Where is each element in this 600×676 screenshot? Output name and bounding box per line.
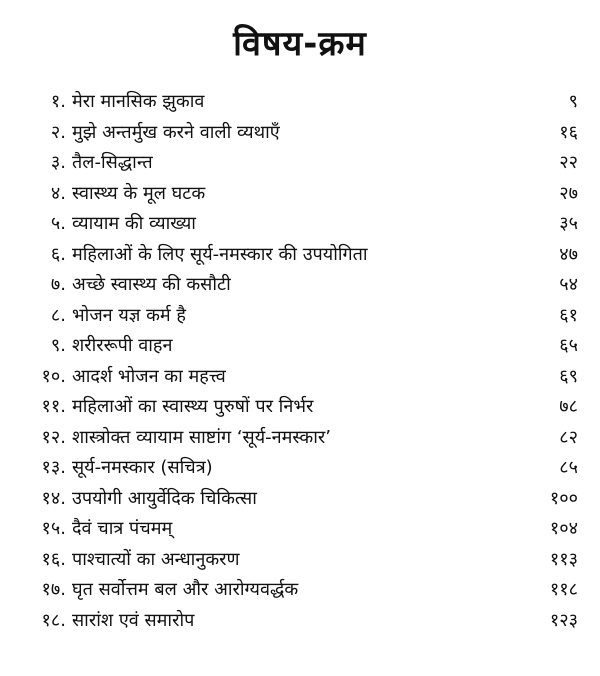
entry-title: उपयोगी आयुर्वेदिक चिकित्सा [72,487,257,509]
entry-number: ११. [41,396,66,417]
toc-entry [14,301,578,332]
entry-page-number: ६१ [559,304,578,326]
entry-number: २. [50,121,66,143]
entry-number: १५. [41,518,66,539]
entry-title: स्वास्थ्य के मूल घटक [72,182,206,204]
toc-entry [14,545,578,576]
entry-title: मेरा मानसिक झुकाव [72,91,205,112]
entry-page-number: ८२ [559,426,578,448]
entry-title: सूर्य-नमस्कार (सचित्र) [72,457,213,478]
entry-title: घृत सर्वोत्तम बल और आरोग्यवर्द्धक [72,579,299,600]
entry-page-number: ११३ [549,548,578,570]
toc-entry [14,209,578,240]
entry-number: ६. [50,243,66,265]
table-of-contents [14,87,578,636]
toc-entry [14,270,578,301]
entry-title: पाश्चात्यों का अन्धानुकरण [72,548,240,570]
entry-page-number: ५४ [559,274,578,295]
entry-page-number: १२३ [549,609,578,631]
entry-page-number: ६५ [559,335,578,356]
toc-entry [14,118,578,149]
entry-page-number: ४७ [559,243,578,265]
entry-number: १६. [41,548,66,570]
entry-number: १७. [41,579,66,600]
entry-page-number: १०४ [549,518,578,539]
entry-page-number: ३५ [559,213,578,234]
entry-number: १८. [41,609,66,631]
toc-entry [14,514,578,545]
toc-entry [14,484,578,515]
entry-title: भोजन यज्ञ कर्म है [72,304,186,326]
entry-number: ९. [50,335,66,356]
entry-title: शरीररूपी वाहन [72,335,173,356]
entry-title: आदर्श भोजन का महत्त्व [72,365,226,387]
entry-page-number: ११८ [549,579,578,600]
entry-page-number: ८५ [559,457,578,478]
page-title: विषय-क्रम [233,24,367,64]
toc-entry [14,606,578,637]
entry-number: १. [50,91,66,112]
entry-page-number: १६ [559,121,578,143]
toc-entry [14,240,578,271]
toc-entry [14,575,578,606]
entry-title: दैवं चात्र पंचमम् [72,518,173,539]
toc-entry [14,362,578,393]
entry-title: तैल-सिद्धान्त [72,152,153,173]
toc-entry [14,392,578,423]
entry-page-number: ७८ [559,396,578,417]
entry-page-number: १०० [549,487,578,509]
toc-entry [14,87,578,118]
entry-page-number: ९ [568,91,578,112]
entry-number: १३. [41,457,66,478]
entry-number: १४. [41,487,66,509]
toc-entry [14,453,578,484]
entry-title: महिलाओं का स्वास्थ्य पुरुषों पर निर्भर [72,396,314,417]
entry-number: १०. [41,365,66,387]
entry-number: १२. [41,426,66,448]
toc-entry [14,148,578,179]
toc-entry [14,179,578,210]
entry-title: शास्त्रोक्त व्यायाम साष्टांग ‘सूर्य-नमस्कार’ [72,426,331,448]
entry-title: सारांश एवं समारोप [72,609,195,631]
entry-number: ८. [50,304,66,326]
entry-number: ३. [50,152,66,173]
entry-number: ७. [50,274,66,295]
entry-page-number: ६९ [559,365,578,387]
entry-number: ५. [50,213,66,234]
entry-title: अच्छे स्वास्थ्य की कसौटी [72,274,231,295]
entry-title: व्यायाम की व्याख्या [72,213,196,234]
toc-entry [14,423,578,454]
entry-page-number: २२ [559,152,578,173]
entry-title: महिलाओं के लिए सूर्य-नमस्कार की उपयोगिता [72,243,368,265]
entry-page-number: २७ [559,182,578,204]
entry-number: ४. [50,182,66,204]
entry-title: मुझे अन्तर्मुख करने वाली व्यथाएँ [72,121,280,143]
toc-entry [14,331,578,362]
